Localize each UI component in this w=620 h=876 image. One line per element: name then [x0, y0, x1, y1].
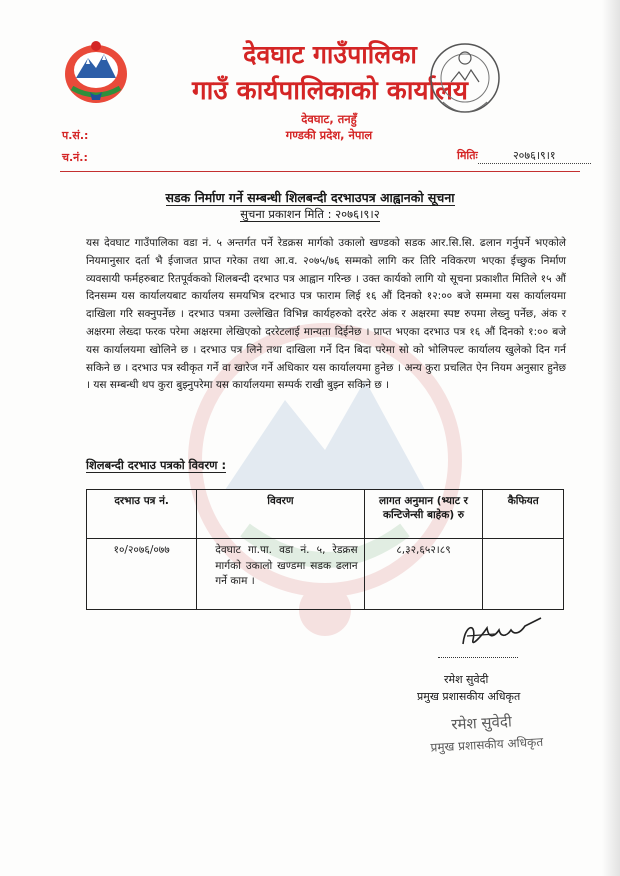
signatory-name: रमेश सुवेदी: [444, 673, 489, 686]
dispatch-number-label: च.नं.:: [62, 151, 88, 164]
office-subtitle: गाउँ कार्यपालिकाको कार्यालय: [192, 76, 468, 106]
date-label: मितिः: [457, 149, 478, 162]
cell-remarks: [483, 539, 564, 610]
col-header-bid-number: दरभाउ पत्र नं.: [87, 490, 197, 539]
cell-cost-estimate: ८,३२,६५२।८९: [364, 539, 483, 610]
date-value: २०७६।९।१: [478, 148, 591, 164]
office-round-stamp: [425, 30, 503, 130]
address-line1: देवघाट, तनहुँ: [301, 112, 357, 126]
letter-date: [457, 148, 591, 164]
cell-bid-number: १०/२०७६/०७७: [87, 539, 197, 610]
stamp-designation: प्रमुख प्रशासकीय अधिकृत: [430, 734, 544, 755]
notice-heading: [0, 189, 620, 206]
signatory-designation: प्रमुख प्रशासकीय अधिकृत: [417, 690, 521, 703]
address-line2: गण्डकी प्रदेश, नेपाल: [285, 128, 373, 142]
bid-details-table: [86, 489, 564, 610]
signature-line: [438, 657, 518, 658]
details-label: शिलबन्दी दरभाउ पत्रको विवरण :: [86, 458, 227, 472]
col-header-remarks: कैफियत: [483, 490, 564, 539]
col-header-cost-estimate: लागत अनुमान (भ्याट र कन्टिजेन्सी बाहेक) रु: [364, 490, 483, 539]
table-header-row: [87, 490, 564, 539]
col-header-description: विवरण: [197, 490, 364, 539]
table-row: [87, 539, 564, 610]
notice-body: यस देवघाट गाउँपालिका वडा नं. ५ अन्तर्गत पर्ने रेडक्रस मार्गको उकालो खण्डको सडक आर.सि.सि. ढलान गर्नुपर्ने भएकोले नियमानुसार दर्ता भै ईजाजत प्राप्त गरेका तथा आ.व. २०७५/७६ सम्मको लागि कर तिरि नविकरण भएका ईच्छुक निर्माण व्यवसायी फर्महरुबाट रितपूर्वकको शिलबन्दी दरभाउ पत्र आह्वान गरिन्छ । उक्त कार्यको लागि यो सूचना प्रकाशीत मितिले १५ औं दिनसम्म यस कार्यालयबाट कार्यालय समयभित्र दरभाउ पत्र फाराम लिई १६ औं दिनको १२:०० बजे सम्ममा यस कार्यालयमा दाखिला गरि सक्नुपर्नेछ । दरभाउ पत्रमा उल्लेखित विभिन्न कार्यहरुको दररेट अंक र अक्षरमा स्पष्ट रुपमा लेख्नु पर्नेछ, अंक र अक्षरमा लेख्दा फरक परेमा अक्षरमा लेखिएको दररेटलाई मान्यता दिईनेछ । प्राप्त भएका दरभाउ पत्र १६ औं दिनको १:०० बजे यस कार्यालयमा खोलिने छ । दरभाउ पत्र लिने तथा दाखिला गर्ने दिन बिदा परेमा सो को भोलिपल्ट कार्यालय खुलेको दिन गर्न सकिने छ । दरभाउ पत्र स्वीकृत गर्ने वा खारेज गर्ने अधिकार यस कार्यालयमा हुनेछ । अन्य कुरा प्रचलित ऐन नियम अनुसार हुनेछ । यस सम्बन्धी थप कुरा बुझ्नुपरेमा यस कार्यालयमा सम्पर्क राखी बुझ्न सकिने छ ।: [86, 237, 566, 392]
notice-published-date-row: [0, 207, 620, 222]
notice-published-date: सुचना प्रकाशन मिति : २०७६।९।२: [240, 207, 380, 221]
office-name: देवघाट गाउँपालिका: [243, 40, 417, 69]
header-divider: [60, 171, 580, 172]
handwritten-signature: [455, 614, 545, 654]
name-stamp: [429, 706, 571, 763]
notice-title: सडक निर्माण गर्ने सम्बन्धी शिलबन्दी दरभाउपत्र आह्वानको सूचना: [165, 190, 455, 205]
cell-description: देवघाट गा.पा. वडा नं. ५, रेडक्रस मार्गको उकालो खण्डमा सडक ढलान गर्ने काम ।: [197, 539, 364, 610]
stamp-name: रमेश सुवेदी: [450, 712, 513, 734]
details-heading: [86, 458, 226, 473]
reference-number-label: प.सं.:: [62, 129, 89, 142]
